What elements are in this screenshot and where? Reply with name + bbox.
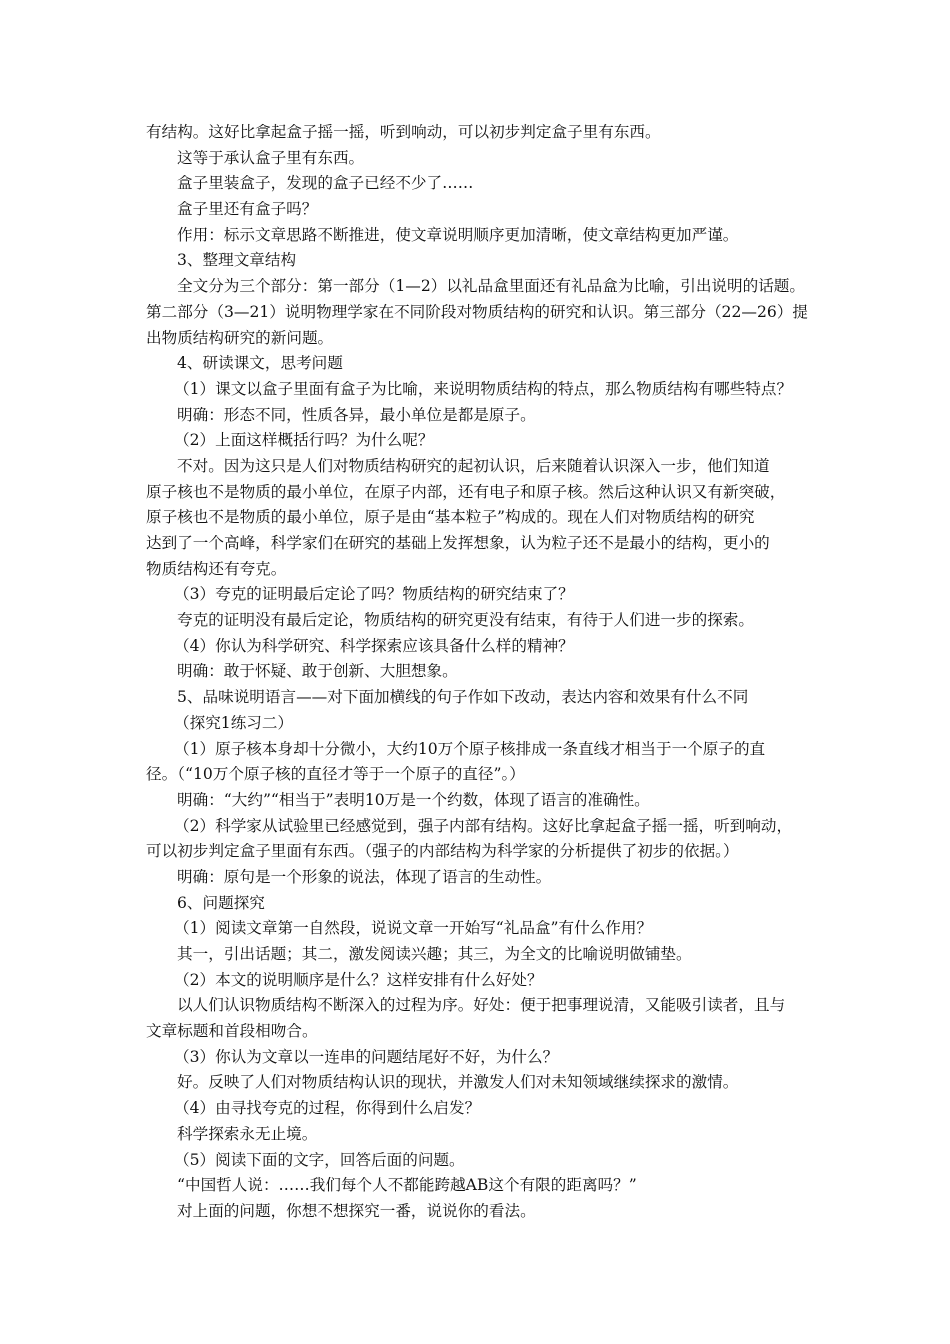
text-line: 科学探索永无止境。 [177, 1124, 318, 1143]
document-body [146, 120, 814, 1225]
text-line: （1）原子核本身却十分微小，大约10万个原子核排成一条直线才相当于一个原子的直 [174, 739, 766, 758]
text-line: （探究1练习二） [174, 713, 294, 732]
text-line: 达到了一个高峰，科学家们在研究的基础上发挥想象，认为粒子还不是最小的结构，更小的 [146, 534, 770, 552]
text-line: （2）科学家从试验里已经感觉到，强子内部有结构。这好比拿起盒子摇一摇，听到响动， [174, 816, 793, 835]
text-line: （3）夸克的证明最后定论了吗？物质结构的研究结束了？ [174, 585, 574, 604]
text-line: 明确：敢于怀疑、敢于创新、大胆想象。 [177, 662, 458, 681]
text-line: （4）由寻找夸克的过程，你得到什么启发？ [174, 1099, 481, 1118]
text-line: 4、研读课文，思考问题 [177, 354, 343, 373]
text-line: 其一，引出话题；其二，激发阅读兴趣；其三，为全文的比喻说明做铺垫。 [177, 945, 692, 963]
text-line: 夸克的证明没有最后定论，物质结构的研究更没有结束，有待于人们进一步的探索。 [177, 611, 754, 630]
text-line: （2）上面这样概括行吗？为什么呢？ [174, 431, 434, 450]
text-line: 作用：标示文章思路不断推进，使文章说明顺序更加清晰，使文章结构更加严谨。 [177, 225, 739, 244]
text-line: 不对。因为这只是人们对物质结构研究的起初认识，后来随着认识深入一步，他们知道 [177, 456, 770, 475]
text-line: （4）你认为科学研究、科学探索应该具备什么样的精神？ [174, 636, 574, 655]
text-line: 原子核也不是物质的最小单位，在原子内部，还有电子和原子核。然后这种认识又有新突破， [146, 482, 786, 501]
text-line: 第二部分（3—21）说明物理学家在不同阶段对物质结构的研究和认识。第三部分（22—26）提 [146, 302, 809, 321]
text-line: 好。反映了人们对物质结构认识的现状，并激发人们对未知领域继续探求的激情。 [177, 1073, 739, 1092]
text-line: （2）本文的说明顺序是什么？这样安排有什么好处？ [174, 970, 543, 989]
text-line: 5、品味说明语言——对下面加横线的句子作如下改动，表达内容和效果有什么不同 [177, 688, 749, 707]
text-line: 明确：原句是一个形象的说法，体现了语言的生动性。 [177, 867, 552, 886]
text-line: 明确：“大约”“相当于”表明10万是一个约数，体现了语言的准确性。 [177, 790, 650, 809]
text-line: 盒子里还有盒子吗？ [177, 200, 318, 219]
text-line: 这等于承认盒子里有东西。 [177, 148, 365, 167]
text-line: 物质结构还有夸克。 [146, 559, 287, 578]
text-line: 原子核也不是物质的最小单位，原子是由“基本粒子”构成的。现在人们对物质结构的研究 [146, 508, 755, 527]
text-line: 出物质结构研究的新问题。 [146, 328, 334, 347]
text-line: 以人们认识物质结构不断深入的过程为序。好处：便于把事理说清，又能吸引读者，且与 [177, 996, 786, 1015]
text-line: （5）阅读下面的文字，回答后面的问题。 [174, 1150, 465, 1169]
text-line: 全文分为三个部分：第一部分（1—2）以礼品盒里面还有礼品盒为比喻，引出说明的话题。 [177, 277, 805, 296]
text-line: 文章标题和首段相吻合。 [146, 1022, 318, 1041]
text-line: 对上面的问题，你想不想探究一番，说说你的看法。 [177, 1201, 536, 1220]
text-line: 6、问题探究 [177, 893, 265, 912]
text-line: （3）你认为文章以一连串的问题结尾好不好，为什么？ [174, 1047, 559, 1066]
text-line: 有结构。这好比拿起盒子摇一摇，听到响动，可以初步判定盒子里有东西。 [146, 123, 661, 141]
text-line: 3、整理文章结构 [177, 251, 297, 270]
text-line: （1）课文以盒子里面有盒子为比喻，来说明物质结构的特点，那么物质结构有哪些特点？ [174, 379, 793, 398]
text-line: 径。（“10万个原子核的直径才等于一个原子的直径”。） [146, 765, 525, 784]
text-line: （1）阅读文章第一自然段，说说文章一开始写“礼品盒”有什么作用？ [174, 919, 653, 938]
text-line: 可以初步判定盒子里面有东西。（强子的内部结构为科学家的分析提供了初步的依据。） [146, 842, 739, 861]
text-line: 明确：形态不同，性质各异，最小单位是都是原子。 [177, 405, 536, 424]
text-line: “中国哲人说：……我们每个人不都能跨越AB这个有限的距离吗？” [177, 1176, 637, 1195]
text-line: 盒子里装盒子，发现的盒子已经不少了…… [177, 174, 474, 193]
